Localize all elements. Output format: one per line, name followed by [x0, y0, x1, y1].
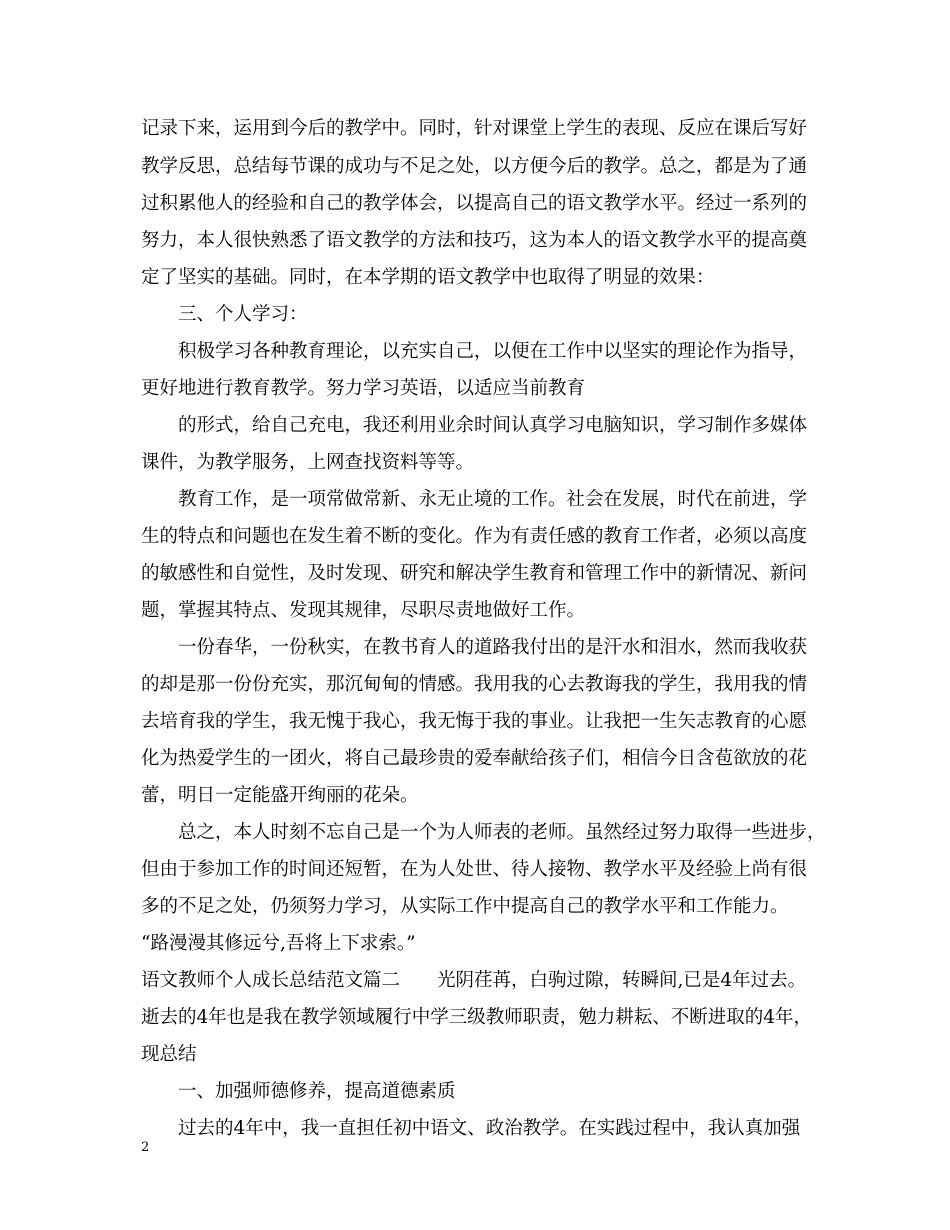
body-text-line: 蕾，明日一定能盛开绚丽的花朵。	[141, 785, 419, 806]
body-text-line: 过积累他人的经验和自己的教学体会，以提高自己的语文教学水平。经过一系列的	[141, 193, 808, 214]
body-text-line: 积极学习各种教育理论，以充实自己，以便在工作中以坚实的理论作为指导，	[178, 341, 808, 362]
body-text-line: 一份春华，一份秋实，在教书育人的道路我付出的是汗水和泪水，然而我收获	[178, 637, 808, 658]
body-text-line: 教学反思，总结每节课的成功与不足之处，以方便今后的教学。总之，都是为了通	[141, 156, 808, 177]
article-title-line: 语文教师个人成长总结范文篇二 光阴荏苒，白驹过隙，转瞬间,已是4年过去。	[141, 970, 807, 991]
body-text-line: 定了坚实的基础。同时，在本学期的语文教学中也取得了明显的效果：	[141, 267, 715, 288]
body-text-line: 题，掌握其特点、发现其规律，尽职尽责地做好工作。	[141, 600, 586, 621]
body-text-line: 的却是那一份份充实，那沉甸甸的情感。我用我的心去教诲我的学生，我用我的情	[141, 674, 808, 695]
body-text-line: 多的不足之处，仍须努力学习，从实际工作中提高自己的教学水平和工作能力。	[141, 896, 789, 917]
body-text-line: 去培育我的学生，我无愧于我心，我无悔于我的事业。让我把一生矢志教育的心愿	[141, 711, 808, 732]
body-text-line: 教育工作，是一项常做常新、永无止境的工作。社会在发展，时代在前进，学	[178, 489, 808, 510]
page-number: 2	[141, 1140, 150, 1155]
section-heading: 一、加强师德修养，提高道德素质	[178, 1081, 456, 1102]
body-text-line: 过去的4年中，我一直担任初中语文、政治教学。在实践过程中，我认真加强	[178, 1118, 801, 1139]
body-text-line: 记录下来，运用到今后的教学中。同时，针对课堂上学生的表现、反应在课后写好	[141, 118, 808, 139]
body-text-line: 现总结	[141, 1044, 197, 1065]
body-text-line: 的敏感性和自觉性，及时发现、研究和解决学生教育和管理工作中的新情况、新问	[141, 563, 808, 584]
body-text-line: 的形式，给自己充电，我还利用业余时间认真学习电脑知识，学习制作多媒体	[178, 415, 808, 436]
body-text-line: 但由于参加工作的时间还短暂，在为人处世、待人接物、教学水平及经验上尚有很	[141, 859, 808, 880]
body-text-line: 总之，本人时刻不忘自己是一个为人师表的老师。虽然经过努力取得一些进步，	[178, 822, 826, 843]
body-text-line: 更好地进行教育教学。努力学习英语，以适应当前教育	[141, 378, 586, 399]
quote-line: “路漫漫其修远兮,吾将上下求索。”	[141, 933, 416, 954]
body-text-line: 生的特点和问题也在发生着不断的变化。作为有责任感的教育工作者，必须以高度	[141, 526, 808, 547]
body-text-line: 努力，本人很快熟悉了语文教学的方法和技巧，这为本人的语文教学水平的提高奠	[141, 230, 808, 251]
body-text-line: 课件，为教学服务，上网查找资料等等。	[141, 452, 475, 473]
body-text-line: 逝去的4年也是我在教学领域履行中学三级教师职责，勉力耕耘、不断进取的4年，	[141, 1007, 813, 1028]
body-text-line: 化为热爱学生的一团火，将自己最珍贵的爱奉献给孩子们，相信今日含苞欲放的花	[141, 748, 808, 769]
section-heading: 三、个人学习：	[178, 304, 308, 325]
